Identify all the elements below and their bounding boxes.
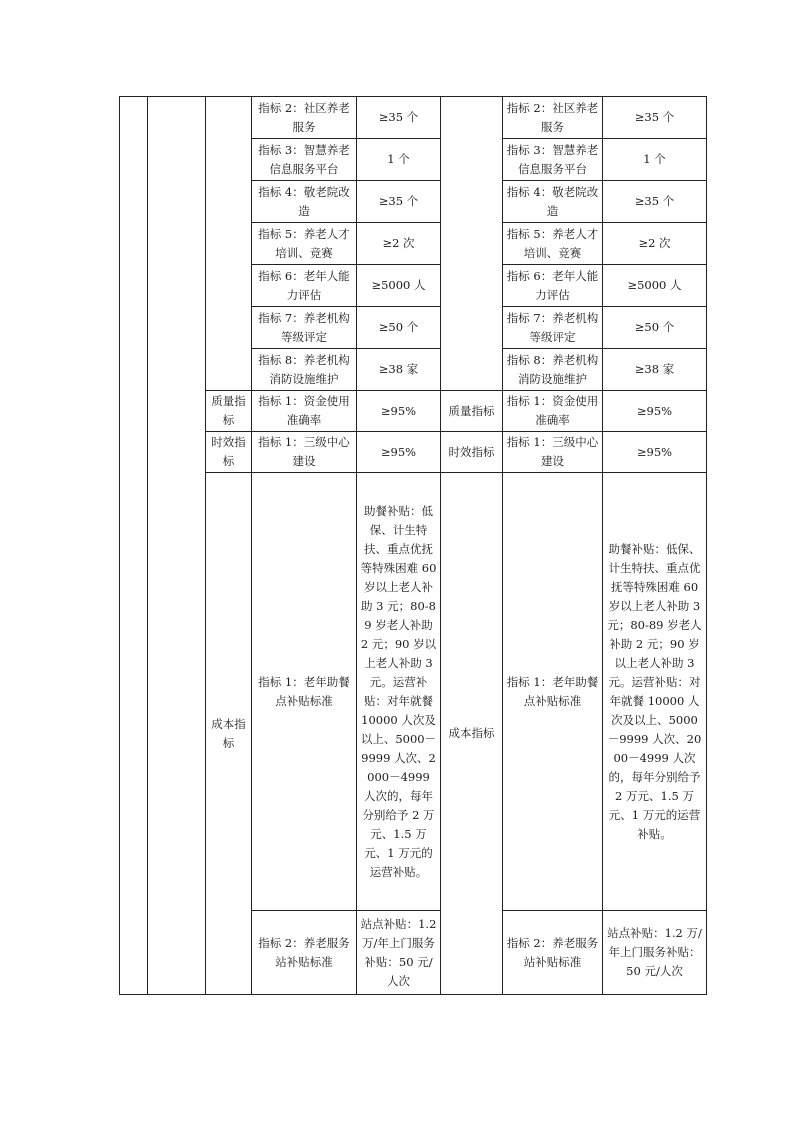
left-indicator-name: 指标 5：养老人才培训、竞赛 [252, 223, 357, 265]
left-quality-name: 指标 1：资金使用准确率 [252, 391, 357, 432]
right-indicator-name: 指标 4：敬老院改造 [503, 181, 603, 223]
left-timeliness-value: ≥95% [357, 432, 441, 473]
right-cost-value-2: 站点补贴：1.2 万/年上门服务补贴：50 元/人次 [603, 911, 707, 995]
col-level1-blank [120, 97, 148, 995]
left-quality-category: 质量指标 [206, 391, 252, 432]
left-indicator-value: ≥35 个 [357, 181, 441, 223]
right-cost-name-1: 指标 1：老年助餐点补贴标准 [503, 473, 603, 911]
col-level2-blank [148, 97, 206, 995]
right-quality-value: ≥95% [603, 391, 707, 432]
right-indicator-value: ≥35 个 [603, 97, 707, 139]
left-cost-value-1: 助餐补贴：低保、计生特扶、重点优抚等特殊困难 60 岁以上老人补助 3 元；80-89 岁老人补助 2 元；90 岁以上老人补助 3 元。运营补贴：对年就餐 10000 人次及以上、5000－9999 人次、2000－4999 人次的，每年分别给予 2 万元、1.5 万元、1 万元的运营补贴。 [357, 473, 441, 911]
left-indicator-value: 1 个 [357, 139, 441, 181]
table-row-quality [120, 391, 707, 432]
left-indicator-name: 指标 4：敬老院改造 [252, 181, 357, 223]
indicator-table [119, 96, 707, 995]
right-indicator-value: ≥50 个 [603, 307, 707, 349]
col-level3-blank-left [206, 97, 252, 391]
table-row [120, 97, 707, 139]
table-row-cost-1 [120, 473, 707, 911]
right-indicator-value: ≥2 次 [603, 223, 707, 265]
left-indicator-name: 指标 7：养老机构等级评定 [252, 307, 357, 349]
right-indicator-value: ≥35 个 [603, 181, 707, 223]
left-cost-name-1: 指标 1：老年助餐点补贴标准 [252, 473, 357, 911]
right-quality-name: 指标 1：资金使用准确率 [503, 391, 603, 432]
left-indicator-value: ≥35 个 [357, 97, 441, 139]
right-timeliness-value: ≥95% [603, 432, 707, 473]
left-cost-value-2: 站点补贴：1.2 万/年上门服务补贴：50 元/人次 [357, 911, 441, 995]
right-indicator-name: 指标 8：养老机构消防设施维护 [503, 349, 603, 391]
left-timeliness-category: 时效指标 [206, 432, 252, 473]
left-indicator-name: 指标 3：智慧养老信息服务平台 [252, 139, 357, 181]
right-cost-category: 成本指标 [441, 473, 503, 995]
left-cost-category: 成本指标 [206, 473, 252, 995]
left-indicator-value: ≥5000 人 [357, 265, 441, 307]
right-indicator-name: 指标 7：养老机构等级评定 [503, 307, 603, 349]
right-indicator-value: ≥5000 人 [603, 265, 707, 307]
left-timeliness-name: 指标 1：三级中心建设 [252, 432, 357, 473]
right-indicator-name: 指标 3：智慧养老信息服务平台 [503, 139, 603, 181]
right-indicator-value: ≥38 家 [603, 349, 707, 391]
col-level3-blank-right [441, 97, 503, 391]
right-indicator-name: 指标 5：养老人才培训、竞赛 [503, 223, 603, 265]
table-row-timeliness [120, 432, 707, 473]
left-indicator-name: 指标 8：养老机构消防设施维护 [252, 349, 357, 391]
left-cost-name-2: 指标 2：养老服务站补贴标准 [252, 911, 357, 995]
right-indicator-name: 指标 6：老年人能力评估 [503, 265, 603, 307]
right-quality-category: 质量指标 [441, 391, 503, 432]
right-cost-value-1: 助餐补贴：低保、计生特扶、重点优抚等特殊困难 60 岁以上老人补助 3 元；80-89 岁老人补助 2 元；90 岁以上老人补助 3 元。运营补贴：对年就餐 10000 人次及以上、5000－9999 人次、2000－4999 人次的，每年分别给予 2 万元、1.5 万元、1 万元的运营补贴。 [603, 473, 707, 911]
right-timeliness-name: 指标 1：三级中心建设 [503, 432, 603, 473]
left-indicator-name: 指标 2：社区养老服务 [252, 97, 357, 139]
left-indicator-value: ≥50 个 [357, 307, 441, 349]
right-timeliness-category: 时效指标 [441, 432, 503, 473]
left-quality-value: ≥95% [357, 391, 441, 432]
right-cost-name-2: 指标 2：养老服务站补贴标准 [503, 911, 603, 995]
left-indicator-value: ≥38 家 [357, 349, 441, 391]
left-indicator-name: 指标 6：老年人能力评估 [252, 265, 357, 307]
right-indicator-value: 1 个 [603, 139, 707, 181]
left-indicator-value: ≥2 次 [357, 223, 441, 265]
right-indicator-name: 指标 2：社区养老服务 [503, 97, 603, 139]
